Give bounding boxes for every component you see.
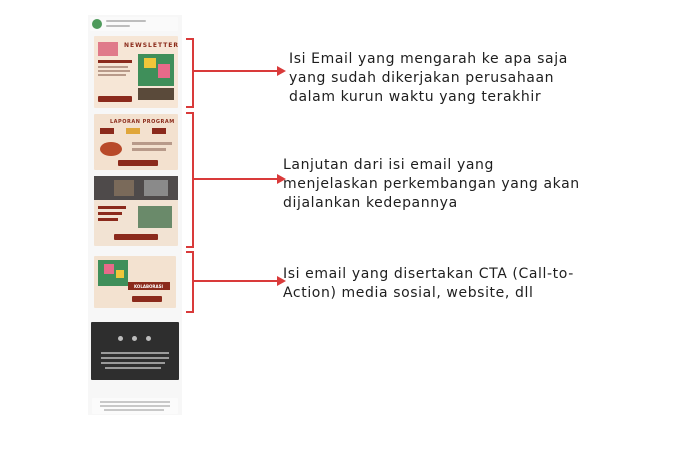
newsletter-photo-row xyxy=(138,88,174,100)
annotation-newsletter: Isi Email yang mengarah ke apa saja yang sudah dikerjakan perusahaan dalam kurun waktu yang terakhir xyxy=(289,51,568,105)
collaboration-illustration-accent xyxy=(104,264,114,274)
newsletter-illustration-accent xyxy=(158,64,170,78)
newsletter-text-line xyxy=(98,66,128,68)
social-icon[interactable] xyxy=(146,336,151,341)
bracket-cta xyxy=(186,251,194,313)
report-button[interactable] xyxy=(118,160,158,166)
bracket-newsletter xyxy=(186,38,194,108)
newsletter-title: NEWSLETTER xyxy=(124,42,180,49)
email-sender-line xyxy=(106,20,146,22)
arrow-line-1 xyxy=(194,70,278,72)
newsletter-photo xyxy=(98,42,118,56)
program-photo-detail xyxy=(114,180,134,196)
report-text-line xyxy=(132,148,166,151)
newsletter-heading-line xyxy=(98,60,132,63)
collaboration-title: KOLABORASI xyxy=(134,284,163,289)
collaboration-button[interactable] xyxy=(132,296,162,302)
social-icon[interactable] xyxy=(118,336,123,341)
collaboration-banner xyxy=(128,282,170,290)
collaboration-section xyxy=(94,256,176,308)
program-section xyxy=(94,176,178,246)
email-sender-subline xyxy=(106,25,130,27)
report-section xyxy=(94,114,178,170)
collaboration-illustration-accent xyxy=(116,270,124,278)
program-image xyxy=(138,206,172,228)
arrow-line-3 xyxy=(194,280,278,282)
brand-logo-icon xyxy=(92,19,102,29)
report-pie-chart xyxy=(100,142,122,156)
social-icon[interactable] xyxy=(132,336,137,341)
arrow-head-1 xyxy=(277,66,286,76)
bracket-report xyxy=(186,112,194,248)
report-stat xyxy=(100,128,114,134)
program-heading-line xyxy=(98,218,118,221)
program-photo-detail xyxy=(144,180,168,196)
report-stat xyxy=(152,128,166,134)
footer-text-line xyxy=(105,367,161,369)
annotation-cta: Isi email yang disertakan CTA (Call-to-Action) media sosial, website, dll xyxy=(283,266,574,301)
newsletter-text-line xyxy=(98,74,126,76)
unsubscribe-text-line xyxy=(104,409,164,411)
newsletter-section xyxy=(94,36,178,108)
unsubscribe-text-line xyxy=(100,401,170,403)
unsubscribe-text-line xyxy=(100,405,170,407)
email-unsubscribe xyxy=(92,398,178,414)
newsletter-illustration-accent xyxy=(144,58,156,68)
footer-text-line xyxy=(101,357,169,359)
report-text-line xyxy=(132,142,172,145)
program-heading-line xyxy=(98,212,122,215)
newsletter-text-line xyxy=(98,70,130,72)
newsletter-button[interactable] xyxy=(98,96,132,102)
program-button[interactable] xyxy=(114,234,158,240)
annotation-report: Lanjutan dari isi email yang menjelaskan perkembangan yang akan dijalankan kedepannya xyxy=(283,157,580,211)
program-heading-line xyxy=(98,206,126,209)
arrow-line-2 xyxy=(194,178,278,180)
email-footer xyxy=(91,322,179,380)
report-stat xyxy=(126,128,140,134)
footer-text-line xyxy=(101,362,165,364)
footer-text-line xyxy=(101,352,169,354)
report-title: LAPORAN PROGRAM xyxy=(110,119,175,125)
